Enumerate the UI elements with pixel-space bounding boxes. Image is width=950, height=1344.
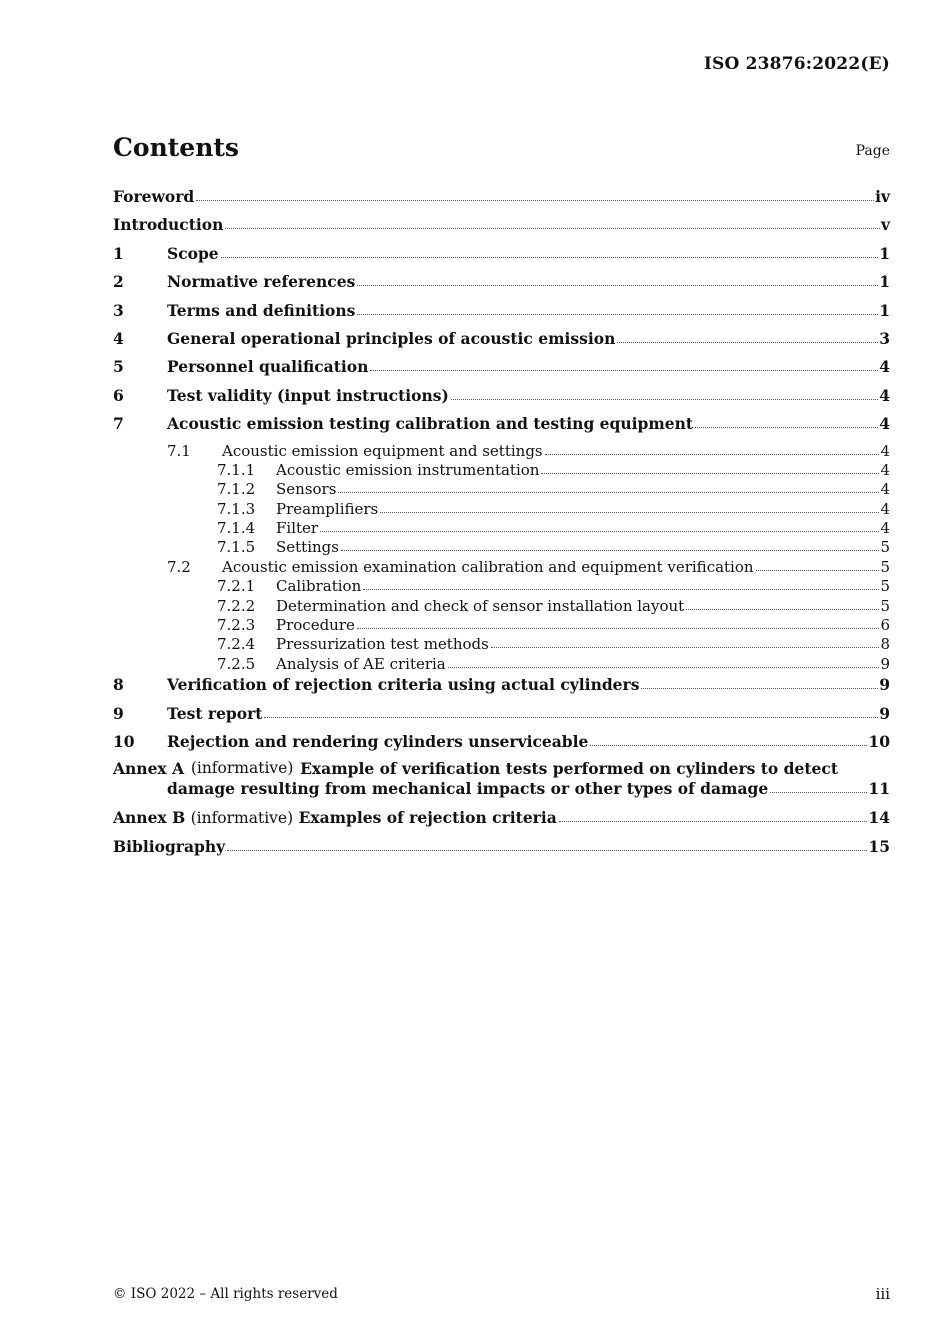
toc-entry-page: 9: [880, 654, 890, 673]
leader-dots: [756, 570, 880, 571]
toc-entry-page: 4: [879, 357, 890, 377]
toc-entry[interactable]: [113, 674, 890, 702]
toc-entry-bibliography[interactable]: [113, 836, 890, 864]
toc-entry-page: 5: [880, 557, 890, 576]
annex-a-prefix: Annex A: [113, 759, 185, 779]
toc-entry-page: 1: [879, 243, 890, 263]
toc-entry[interactable]: [113, 616, 890, 635]
toc-entry-page: 5: [880, 538, 890, 557]
toc-entry-label: Normative references: [167, 272, 356, 292]
toc-entry-page: 5: [880, 596, 890, 615]
toc-entry-label: Sensors: [276, 480, 337, 499]
leader-dots: [641, 688, 878, 689]
toc-entry-label: Introduction: [113, 215, 224, 235]
toc-entry[interactable]: [113, 655, 890, 674]
annex-b-prefix: Annex B: [113, 808, 186, 828]
toc-entry-number: 1: [113, 243, 124, 263]
leader-dots: [545, 454, 880, 455]
toc-entry-number: 7.1.3: [217, 499, 256, 518]
toc-entry[interactable]: [113, 300, 890, 328]
toc-entry-number: 7.1.2: [217, 480, 256, 499]
toc-entry[interactable]: [113, 328, 890, 356]
leader-dots: [357, 628, 880, 629]
toc-entry-label: Preamplifiers: [276, 499, 379, 518]
toc-entry-label: Acoustic emission instrumentation: [276, 460, 540, 479]
document-reference: ISO 23876:2022(E): [703, 54, 890, 74]
toc-entry[interactable]: [113, 271, 890, 299]
toc-entry-label: Acoustic emission testing calibration and testing equipment: [167, 414, 694, 434]
copyright-notice: © ISO 2022 – All rights reserved: [113, 1286, 338, 1302]
toc-entry-number: 5: [113, 357, 124, 377]
leader-dots: [686, 609, 879, 610]
leader-dots: [338, 492, 879, 493]
toc-entry-label: Determination and check of sensor installation layout: [276, 596, 685, 615]
toc-entry-number: 7.2.4: [217, 635, 256, 654]
toc-entry-page: 5: [880, 577, 890, 596]
footer-page-number: iii: [875, 1285, 890, 1303]
leader-dots: [370, 370, 878, 371]
leader-dots: [227, 850, 867, 851]
toc-entry-number: 7.2.1: [217, 577, 256, 596]
toc-entry-label: Test report: [167, 703, 263, 723]
leader-dots: [221, 257, 879, 258]
toc-entry[interactable]: [113, 413, 890, 441]
toc-entry[interactable]: [113, 731, 890, 759]
toc-entry-number: 3: [113, 300, 124, 320]
toc-entry-page: 4: [880, 499, 890, 518]
leader-dots: [770, 792, 867, 793]
leader-dots: [357, 285, 878, 286]
toc-entry-number: 10: [113, 731, 135, 751]
bibliography-page: 15: [868, 836, 890, 856]
toc-entry-number: 6: [113, 385, 124, 405]
annex-b-title: Examples of rejection criteria: [298, 808, 557, 828]
leader-dots: [617, 342, 878, 343]
leader-dots: [491, 647, 880, 648]
toc-entry[interactable]: [113, 214, 890, 242]
toc-entry[interactable]: [113, 500, 890, 519]
toc-entry[interactable]: [113, 538, 890, 557]
toc-entry-label: Pressurization test methods: [276, 635, 489, 654]
annex-a-page: 11: [868, 778, 890, 798]
toc-entry[interactable]: [113, 186, 890, 214]
leader-dots: [590, 745, 867, 746]
leader-dots: [264, 717, 878, 718]
toc-entry-number: 7.1.1: [217, 460, 256, 479]
leader-dots: [451, 399, 878, 400]
leader-dots: [196, 200, 874, 201]
toc-entry-number: 7.1.5: [217, 538, 256, 557]
toc-entry-label: Terms and definitions: [167, 300, 356, 320]
leader-dots: [541, 473, 879, 474]
leader-dots: [341, 550, 879, 551]
toc-entry-label: Settings: [276, 538, 339, 557]
annex-b-qualifier: (informative): [190, 809, 294, 828]
toc-entry[interactable]: [113, 635, 890, 654]
bibliography-label: Bibliography: [113, 836, 226, 856]
toc-entry-page: 9: [879, 675, 890, 695]
toc-entry-number: 4: [113, 328, 124, 348]
toc-entry-label: Acoustic emission examination calibration and equipment verification: [222, 557, 754, 576]
toc-entry-label: Acoustic emission equipment and settings: [222, 441, 543, 460]
toc-entry-number: 7.1.4: [217, 519, 256, 538]
toc-entry-label: Personnel qualification: [167, 357, 369, 377]
annex-a-qualifier: (informative): [190, 759, 294, 778]
toc-entry-page: v: [880, 215, 890, 235]
toc-entry-page: 1: [879, 272, 890, 292]
toc-entry[interactable]: [113, 243, 890, 271]
toc-entry-number: 2: [113, 272, 124, 292]
toc-entry-number: 7: [113, 414, 124, 434]
toc-entry-label: Scope: [167, 243, 219, 263]
toc-entry[interactable]: [113, 577, 890, 596]
page-column-label: Page: [855, 143, 890, 159]
toc-entry[interactable]: [113, 558, 890, 577]
toc-entry-page: iv: [875, 187, 890, 206]
toc-entry-number: 7.2.3: [217, 616, 256, 635]
toc-entry[interactable]: [113, 703, 890, 731]
leader-dots: [357, 314, 878, 315]
toc-entry-annex-a[interactable]: [113, 759, 890, 798]
toc-entry[interactable]: [113, 597, 890, 616]
toc-entry-page: 8: [880, 635, 890, 654]
leader-dots: [320, 531, 879, 532]
toc-entry-page: 1: [879, 300, 890, 320]
toc-entry[interactable]: [113, 480, 890, 499]
annex-b-page: 14: [868, 808, 890, 828]
toc-entry-number: 7.2: [167, 557, 191, 576]
leader-dots: [363, 589, 879, 590]
toc-entry-page: 10: [868, 731, 890, 751]
leader-dots: [695, 427, 878, 428]
contents-title: Contents: [113, 133, 240, 162]
toc-entry-label: General operational principles of acoustic emission: [167, 328, 616, 348]
toc-entry-number: 9: [113, 703, 124, 723]
toc-entry[interactable]: [113, 442, 890, 461]
toc-entry[interactable]: [113, 461, 890, 480]
toc-entry-label: Verification of rejection criteria using actual cylinders: [167, 675, 640, 695]
toc-entry-label: Filter: [276, 519, 319, 538]
toc-entry[interactable]: [113, 385, 890, 413]
toc-entry[interactable]: [113, 519, 890, 538]
annex-a-title-line2: damage resulting from mechanical impacts or other types of damage: [167, 778, 769, 798]
toc-entry-label: Analysis of AE criteria: [276, 654, 446, 673]
annex-a-title-line1: Example of verification tests performed on cylinders to detect: [300, 759, 838, 779]
toc-entry-number: 7.1: [167, 441, 191, 460]
toc-entry-page: 3: [879, 328, 890, 348]
toc-entry-page: 4: [880, 460, 890, 479]
toc-entry-number: 8: [113, 675, 124, 695]
toc-entry-label: Procedure: [276, 616, 355, 635]
toc-entry-number: 7.2.2: [217, 596, 256, 615]
table-of-contents: [113, 186, 890, 864]
toc-entry-label: Test validity (input instructions): [167, 385, 449, 405]
toc-entry-label: Foreword: [113, 187, 195, 206]
toc-entry-page: 4: [879, 414, 890, 434]
toc-entry-page: 9: [879, 703, 890, 723]
toc-entry-page: 4: [880, 441, 890, 460]
toc-entry-annex-b[interactable]: [113, 807, 890, 835]
toc-entry[interactable]: [113, 356, 890, 384]
toc-entry-label: Rejection and rendering cylinders unserviceable: [167, 731, 589, 751]
leader-dots: [559, 821, 868, 822]
toc-entries: [113, 186, 890, 759]
toc-entry-page: 4: [879, 385, 890, 405]
leader-dots: [380, 512, 879, 513]
leader-dots: [448, 667, 880, 668]
leader-dots: [225, 228, 880, 229]
toc-entry-label: Calibration: [276, 577, 362, 596]
toc-entry-page: 6: [880, 616, 890, 635]
toc-entry-page: 4: [880, 519, 890, 538]
toc-entry-page: 4: [880, 480, 890, 499]
toc-entry-number: 7.2.5: [217, 654, 256, 673]
